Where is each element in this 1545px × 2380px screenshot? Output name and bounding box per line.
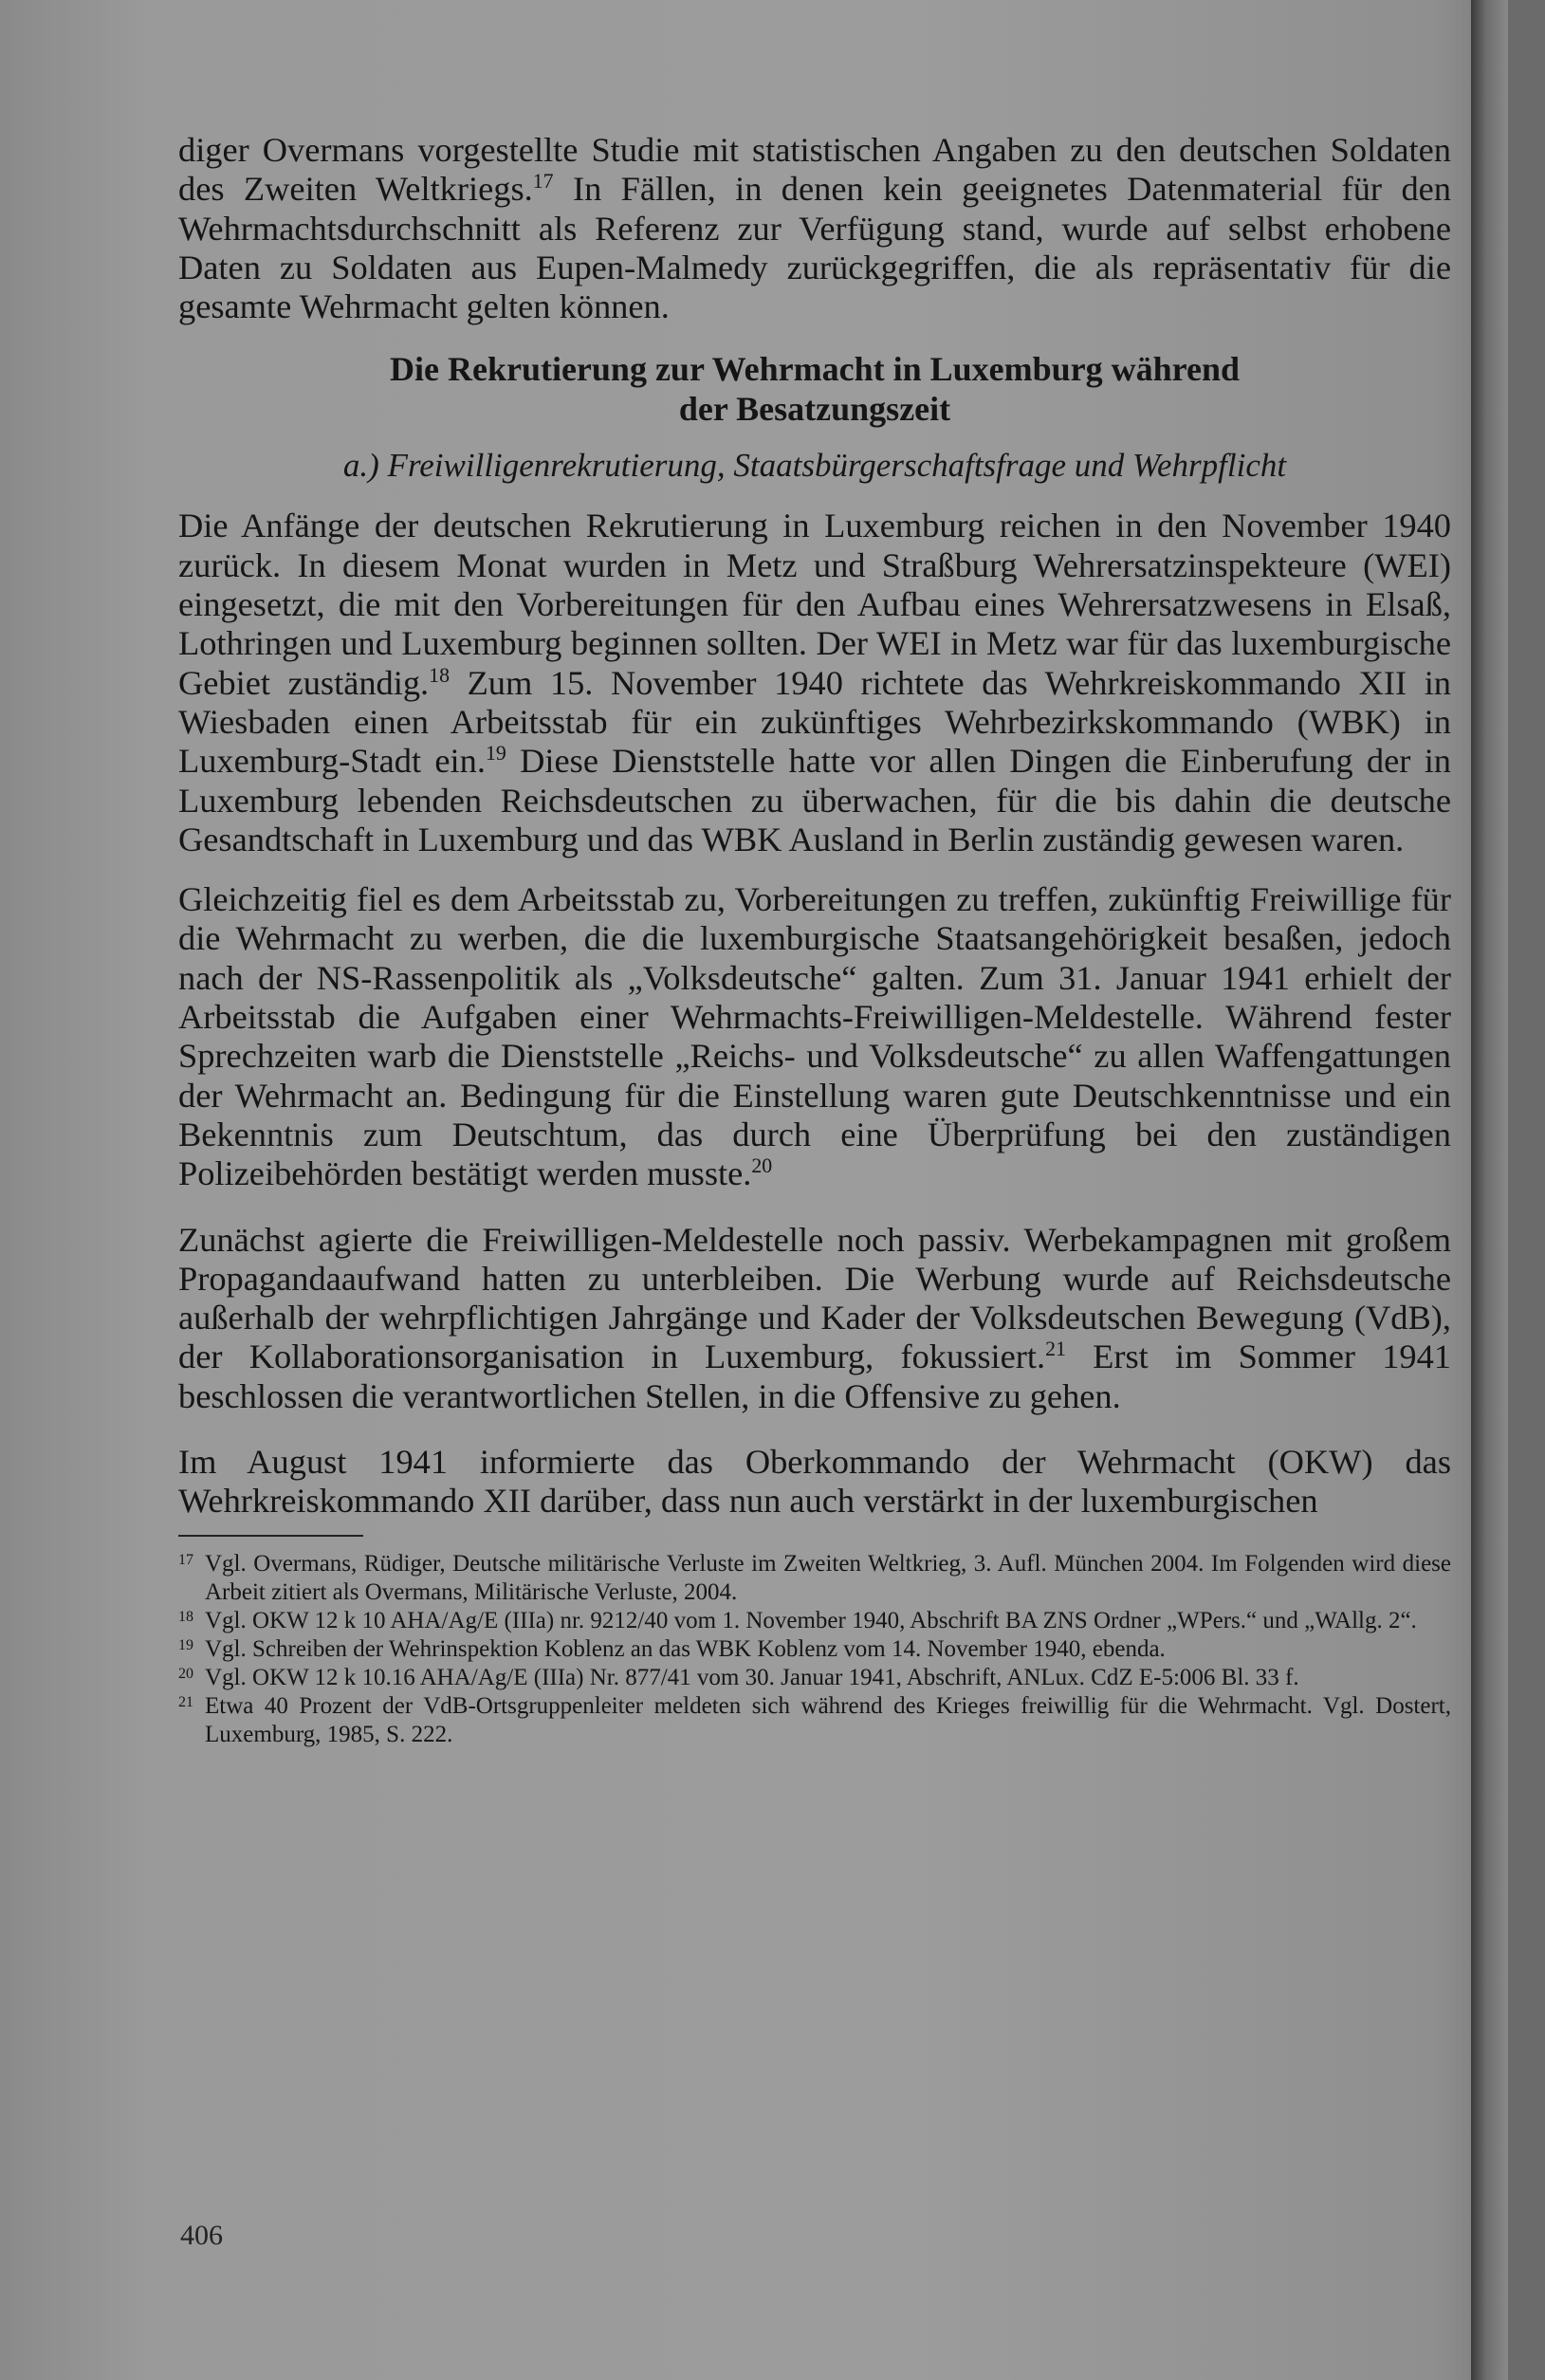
footnote-text: Vgl. Schreiben der Wehrinspektion Koblenz an das WBK Koblenz vom 14. November 1940, ebenda. [205, 1635, 1166, 1662]
footnote [178, 1692, 1451, 1749]
text-run: diger Overmans vorgestellte Studie mit statistischen Angaben zu den deutschen Soldaten des Zweiten Weltkriegs. [178, 131, 1451, 209]
footnote-number: 17 [178, 1551, 193, 1568]
footnote-separator [178, 1535, 363, 1537]
heading-line-2: der Besatzungszeit [678, 390, 951, 429]
page-edge-shadow [1471, 0, 1508, 2380]
footnote [178, 1635, 1451, 1664]
page-number: 406 [180, 2220, 223, 2251]
text-run: Diese Dienststelle hatte vor allen Dingen die Einberufung der in Luxemburg lebenden Reichsdeutschen zu überwachen, für die bis dahin die deutsche Gesandtschaft in Luxemburg und das WBK Ausland in Berlin zuständig gewesen waren. [178, 742, 1451, 858]
text-run: Erst im Sommer 1941 beschlossen die verantwortlichen Stellen, in die Offensive zu gehen. [178, 1338, 1451, 1415]
footnote-ref[interactable]: 17 [532, 170, 554, 194]
paragraph-1 [178, 507, 1451, 859]
footnote-ref[interactable]: 18 [429, 663, 450, 687]
text-run: Die Anfänge der deutschen Rekrutierung in Luxemburg reichen in den November 1940 zurück. In diesem Monat wurden in Metz und Straßburg Wehrersatzinspekteure (WEI) eingesetzt, die mit den Vorbereitungen für den Aufbau eines Wehrersatzwesens in Elsaß, Lothringen und Luxemburg beginnen sollten. Der WEI in Metz war für das luxemburgische Gebiet zuständig. [178, 507, 1451, 702]
footnote-number: 21 [178, 1693, 193, 1710]
footnotes [178, 1550, 1451, 1749]
text-run: Zum 15. November 1940 richtete das Wehrkreiskommando XII in Wiesbaden einen Arbeitsstab für ein zukünftiges Wehrbezirkskommando (WBK) in Luxemburg-Stadt ein. [178, 663, 1451, 781]
footnote-text: Vgl. OKW 12 k 10.16 AHA/Ag/E (IIIa) Nr. 877/41 vom 30. Januar 1941, Abschrift, ANLux. CdZ E-5:006 Bl. 33 f. [205, 1664, 1299, 1690]
footnote-number: 18 [178, 1608, 193, 1625]
text-run: Im August 1941 informierte das Oberkommando der Wehrmacht (OKW) das Wehrkreiskommando XII darüber, dass nun auch verstärkt in der luxemburgischen [178, 1443, 1451, 1521]
text-run: Gleichzeitig fiel es dem Arbeitsstab zu, Vorbereitungen zu treffen, zukünftig Freiwillige für die Wehrmacht zu werben, die die luxemburgische Staatsangehörigkeit besaßen, jedoch nach der NS-Rassenpolitik als „Volksdeutsche“ galten. Zum 31. Januar 1941 erhielt der Arbeitsstab die Aufgaben einer Wehrmachts-Freiwilligen-Meldestelle. Während fester Sprechzeiten warb die Dienststelle „Reichs- und Volksdeutsche“ zu allen Waffengattungen der Wehrmacht an. Bedingung für die Einstellung waren gute Deutschkenntnisse und ein Bekenntnis zum Deutschtum, das durch eine Überprüfung bei den zuständigen Polizeibehörden bestätigt werden musste. [178, 880, 1451, 1193]
paragraph-2 [178, 880, 1451, 1193]
footnote-ref[interactable]: 21 [1045, 1338, 1066, 1361]
text-run: In Fällen, in denen kein geeignetes Datenmaterial für den Wehrmachtsdurchschnitt als Referenz zur Verfügung stand, wurde auf selbst erhobene Daten zu Soldaten aus Eupen-Malmedy zurückgegriffen, die als repräsentativ für die gesamte Wehrmacht gelten können. [178, 170, 1451, 326]
footnote-text: Vgl. Overmans, Rüdiger, Deutsche militärische Verluste im Zweiten Weltkrieg, 3. Aufl. München 2004. Im Folgenden wird diese Arbeit zitiert als Overmans, Militärische Verluste, 2004. [205, 1550, 1451, 1605]
text-run: Zunächst agierte die Freiwilligen-Meldestelle noch passiv. Werbekampagnen mit großem Propagandaaufwand hatten zu unterbleiben. Die Werbung wurde auf Reichsdeutsche außerhalb der wehrpflichtigen Jahrgänge und Kader der Volksdeutschen Bewegung (VdB), der Kollaborationsorganisation in Luxemburg, fokussiert. [178, 1220, 1451, 1376]
text-column [178, 131, 1451, 1749]
paragraph-3 [178, 1221, 1451, 1416]
footnote-ref[interactable]: 20 [751, 1154, 773, 1178]
heading-line-1: Die Rekrutierung zur Wehrmacht in Luxemburg während [389, 350, 1241, 389]
paragraph-4 [178, 1443, 1451, 1522]
footnote [178, 1607, 1451, 1635]
section-heading [178, 349, 1451, 429]
footnote [178, 1664, 1451, 1692]
subsection-heading: a.) Freiwilligenrekrutierung, Staatsbürgerschaftsfrage und Wehrpflicht [342, 447, 1287, 485]
footnote-text: Vgl. OKW 12 k 10 AHA/Ag/E (IIIa) nr. 9212/40 vom 1. November 1940, Abschrift BA ZNS Ordner „WPers.“ und „WAllg. 2“. [205, 1607, 1417, 1633]
footnote [178, 1550, 1451, 1607]
footnote-number: 19 [178, 1636, 193, 1653]
footnote-number: 20 [178, 1665, 193, 1682]
footnote-ref[interactable]: 19 [485, 742, 506, 766]
paragraph-intro [178, 131, 1451, 326]
footnote-text: Etwa 40 Prozent der VdB-Ortsgruppenleiter meldeten sich während des Krieges freiwillig für die Wehrmacht. Vgl. Dostert, Luxemburg, 1985, S. 222. [205, 1692, 1451, 1747]
